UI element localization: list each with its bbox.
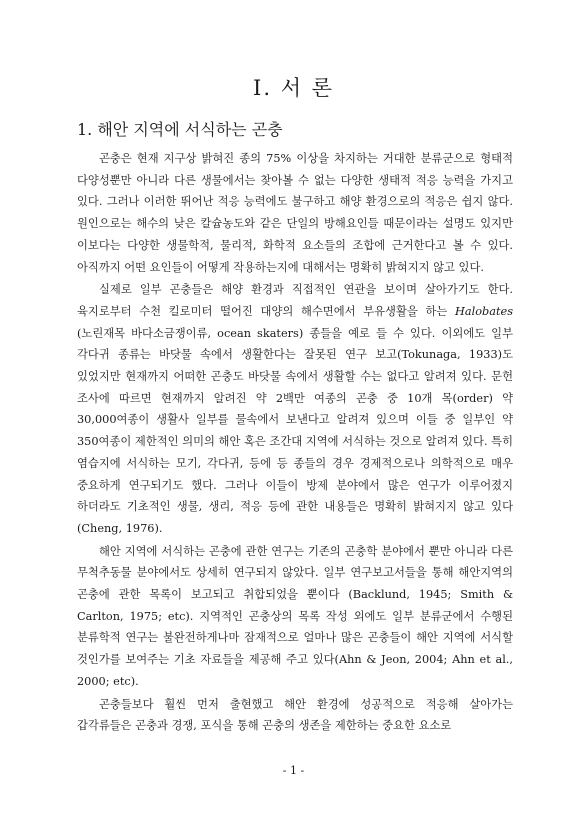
paragraph-3: 해안 지역에 서식하는 곤충에 관한 연구는 기존의 곤충학 분야에서 뿐만 아니라 다른 무척추동물 분야에서도 상세히 연구되지 않았다. 일부 연구보고서들을 통해 해안지역의 곤충에 관한 목록이 보고되고 취합되었을 뿐이다 (Backlund, 1945; Smith & Carlton, 1975; etc). 지역적인 곤충상의 목록 작성 외에도 일부 분류군에서 수행된 분류학적 연구는 불완전하게나마 잠재적으로 얼마나 많은 곤충들이 해안 지역에 서식할 것인가를 보여주는 기초 자료들을 제공해 주고 있다(Ahn & Jeon, 2004; Ahn et al., 2000; etc).: [77, 544, 513, 688]
paragraph-2-part-2: (노린재목 바다소금쟁이류, ocean skaters) 종들을 예로 들 수 있다. 이외에도 일부 각다귀 종류는 바닷물 속에서 생활한다는 잘못된 연구 보고(Tokunaga, 1933)도 있었지만 현재까지 어떠한 곤충도 바닷물 속에서 생활할 수는 없다고 알려져 있다. 문헌 조사에 따르면 현재까지 알려진 약 2백만 여종의 곤충 중 10개 목(order) 약 30,000여종이 생활사 일부를 물속에서 보낸다고 알려져 있으며 이들 중 일부인 약 350여종이 제한적인 의미의 해안 혹은 조간대 지역에 서식하는 것으로 알려져 있다. 특히 염습지에 서식하는 모기, 각다귀, 등에 등 종들의 경우 경제적으로나 의학적으로 매우 중요하게 연구되기도 했다. 그러나 이들이 방제 분야에서 많은 연구가 이루어졌지 하더라도 기초적인 생물, 생리, 적응 등에 관한 내용들은 명확히 밝혀지지 않고 있다 (Cheng, 1976).: [77, 326, 513, 535]
chapter-title: I. 서 론: [253, 76, 334, 100]
section-title: 1. 해안 지역에 서식하는 곤충: [77, 120, 283, 139]
halobates-term: Halobates: [455, 304, 513, 318]
paragraph-2-part-1: 실제로 일부 곤충들은 해양 환경과 직접적인 연관을 보이며 살아가기도 한다. 육지로부터 수천 킬로미터 떨어진 대양의 해수면에서 부유생활을 하는: [77, 283, 513, 318]
paragraph-1: 곤충은 현재 지구상 밝혀진 종의 75% 이상을 차지하는 거대한 분류군으로 형태적 다양성뿐만 아니라 다른 생물에서는 찾아볼 수 없는 다양한 생태적 적응 능력을 가지고 있다. 그러나 이러한 뛰어난 적응 능력에도 불구하고 해양 환경으로의 적응은 쉽지 않다. 원인으로는 해수의 낮은 칼슘농도와 같은 단일의 방해요인들 때문이라는 설명도 있지만 이보다는 다양한 생물학적, 물리적, 화학적 요소들의 조합에 근거한다고 볼 수 있다. 아직까지 어떤 요인들이 어떻게 작용하는지에 대해서는 명확히 밝혀지지 않고 있다.: [77, 152, 513, 274]
paragraph-4: 곤충들보다 훨씬 먼저 출현했고 해안 환경에 성공적으로 적응해 살아가는 갑각류들은 곤충과 경쟁, 포식을 통해 곤충의 생존을 제한하는 중요한 요소로: [77, 697, 513, 733]
body-text: [77, 148, 513, 737]
paragraph-2: [77, 279, 513, 539]
page-number: - 1 -: [282, 764, 305, 777]
